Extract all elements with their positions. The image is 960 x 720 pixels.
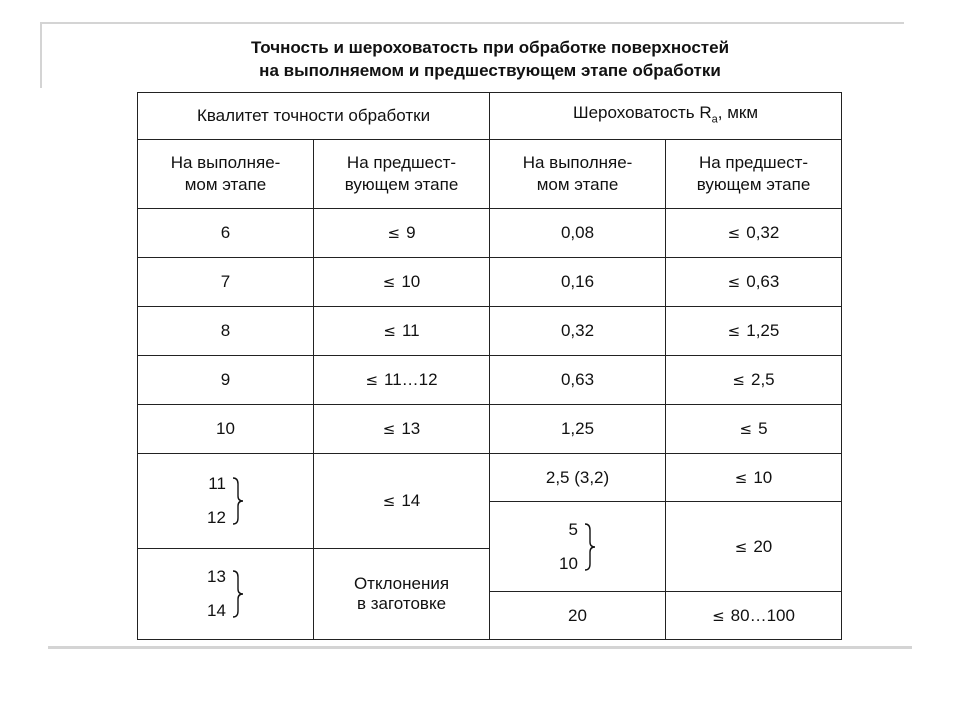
roughness-previous-cell: ≤ 10 xyxy=(666,454,842,502)
table-title xyxy=(140,36,840,82)
quality-current-cell: 8 xyxy=(138,307,314,356)
roughness-current-cell: 0,16 xyxy=(490,258,666,307)
roughness-value-10: 10 xyxy=(559,553,578,573)
roughness-previous-cell: ≤ 2,5 xyxy=(666,356,842,405)
header-row-stages xyxy=(138,140,842,209)
frame-top-line xyxy=(40,22,904,24)
roughness-current-group-5-10 xyxy=(490,502,666,592)
roughness-previous-cell: ≤ 5 xyxy=(666,405,842,454)
header-quality-current: На выполняе- мом этапе xyxy=(138,140,314,209)
header-roughness-current: На выполняе- мом этапе xyxy=(490,140,666,209)
quality-previous-cell: ≤ 9 xyxy=(314,209,490,258)
roughness-current-cell: 0,32 xyxy=(490,307,666,356)
quality-current-cell: 6 xyxy=(138,209,314,258)
quality-previous-cell: ≤ 11…12 xyxy=(314,356,490,405)
quality-previous-cell: ≤ 11 xyxy=(314,307,490,356)
quality-current-cell: 9 xyxy=(138,356,314,405)
curly-brace-icon xyxy=(232,477,244,525)
header-roughness-previous: На предшест- вующем этапе xyxy=(666,140,842,209)
quality-previous-cell: ≤ 10 xyxy=(314,258,490,307)
roughness-previous-cell: ≤ 1,25 xyxy=(666,307,842,356)
roughness-current-cell: 1,25 xyxy=(490,405,666,454)
table-row xyxy=(138,209,842,258)
title-line-1: Точность и шероховатость при обработке поверхностей xyxy=(250,38,730,57)
table-row xyxy=(138,356,842,405)
title-line-2: на выполняемом и предшествующем этапе обработки xyxy=(259,61,721,80)
roughness-current-cell: 0,08 xyxy=(490,209,666,258)
quality-value-12: 12 xyxy=(207,508,226,527)
table-row xyxy=(138,454,842,502)
quality-value-13: 13 xyxy=(207,567,226,586)
header-quality-previous: На предшест- вующем этапе xyxy=(314,140,490,209)
quality-previous-cell: ≤ 14 xyxy=(314,454,490,549)
roughness-previous-cell: ≤ 80…100 xyxy=(666,592,842,640)
roughness-current-cell: 20 xyxy=(490,592,666,640)
table-row xyxy=(138,307,842,356)
roughness-value-5: 5 xyxy=(568,519,578,539)
quality-value-11: 11 xyxy=(208,474,226,493)
quality-current-cell: 7 xyxy=(138,258,314,307)
quality-current-group-13-14 xyxy=(138,549,314,640)
quality-value-14: 14 xyxy=(207,601,226,620)
table-row xyxy=(138,405,842,454)
quality-previous-deviation-cell: Отклонения в заготовке xyxy=(314,549,490,640)
header-quality-group: Квалитет точности обработки xyxy=(138,93,490,140)
quality-previous-cell: ≤ 13 xyxy=(314,405,490,454)
table-row xyxy=(138,258,842,307)
quality-current-group-11-12 xyxy=(138,454,314,549)
quality-current-cell: 10 xyxy=(138,405,314,454)
accuracy-roughness-table xyxy=(137,92,842,640)
roughness-previous-cell: ≤ 0,32 xyxy=(666,209,842,258)
frame-bottom-line xyxy=(48,646,912,649)
roughness-current-cell: 0,63 xyxy=(490,356,666,405)
header-row-groups xyxy=(138,93,842,140)
roughness-previous-cell: ≤ 20 xyxy=(666,502,842,592)
frame-left-line xyxy=(40,22,42,88)
curly-brace-icon xyxy=(232,570,244,618)
roughness-previous-cell: ≤ 0,63 xyxy=(666,258,842,307)
curly-brace-icon xyxy=(584,523,596,571)
header-roughness-group: Шероховатость $R_a$, мкм xyxy=(490,93,842,140)
roughness-current-cell: 2,5 (3,2) xyxy=(490,454,666,502)
